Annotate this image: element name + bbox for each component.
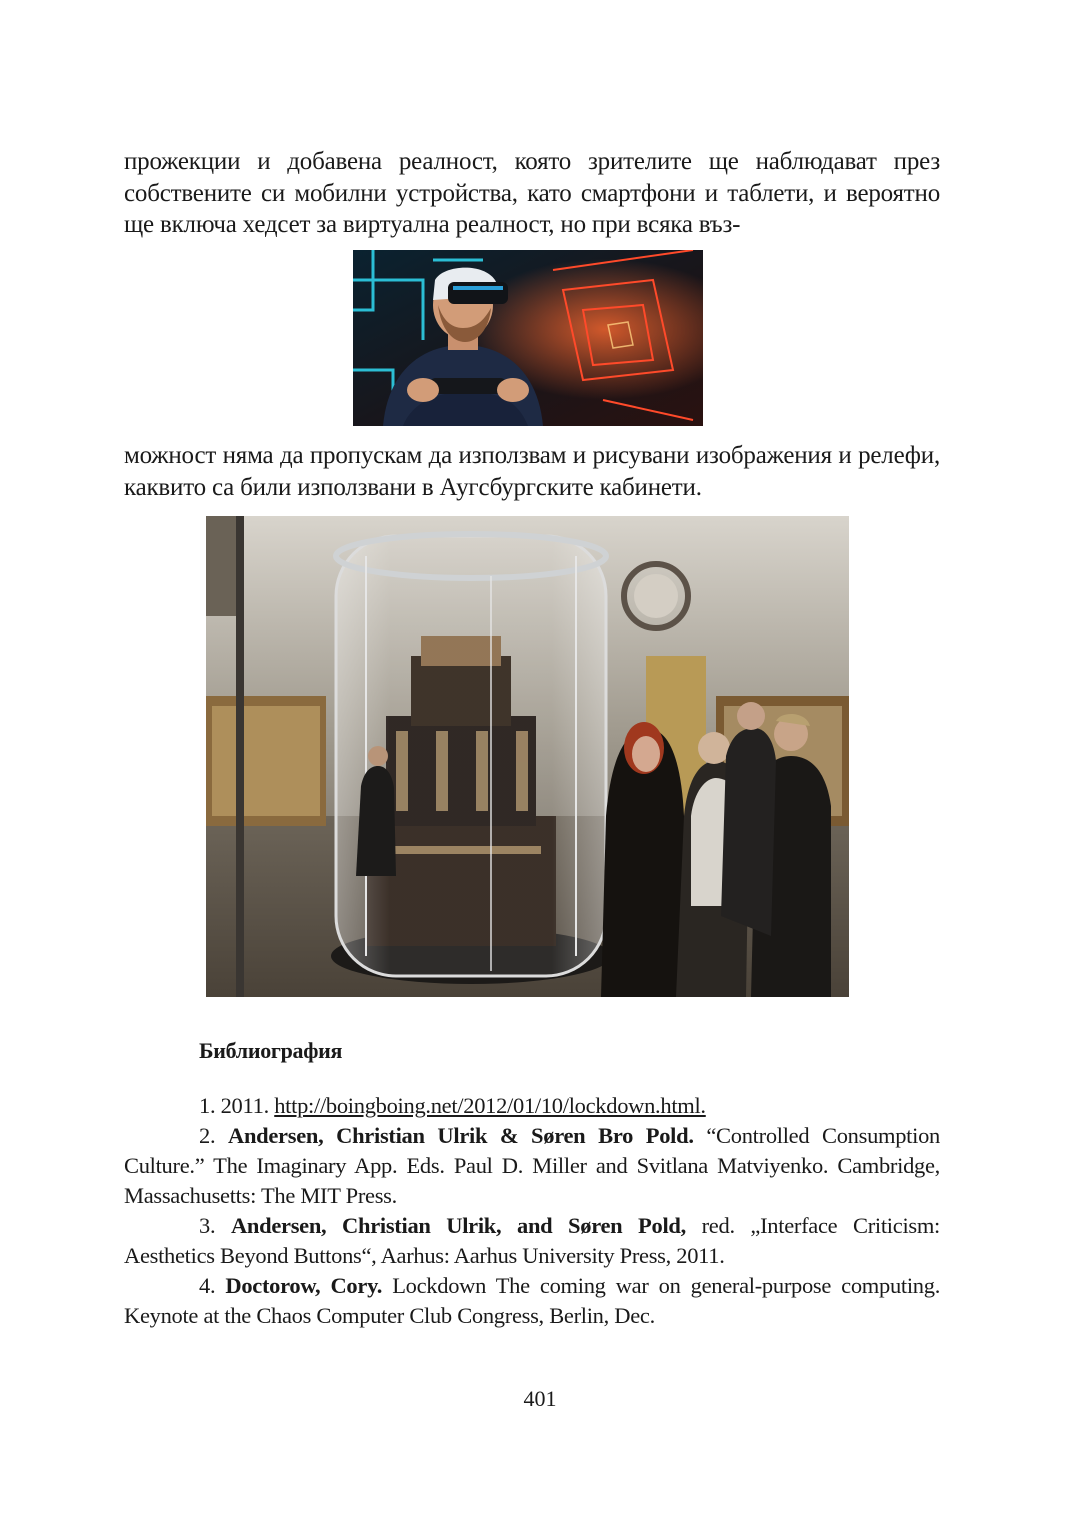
paragraph-text: можност няма да пропускам да използвам и рисувани изображения и релефи, каквито са били използвани в Аугсбургските кабинети. [124, 442, 940, 501]
museum-display-photo [206, 516, 849, 997]
entry-details: “Controlled Consumption Culture.” The Imaginary App. Eds. Paul D. Miller and Svitlana Matviyenko. Cambridge, Massachusetts: The MIT Press. [124, 1123, 940, 1208]
entry-details: red. „Interface Criticism: Aesthetics Beyond Buttons“, Aarhus: Aarhus University Press, 2011. [124, 1213, 940, 1268]
entry-author: Andersen, Christian Ulrik & Søren Bro Pold. [228, 1123, 694, 1148]
entry-details: Lockdown The coming war on general-purpose computing. Keynote at the Chaos Computer Club Congress, Berlin, Dec. [124, 1273, 941, 1328]
bibliography-list [124, 1091, 940, 1331]
paragraph-text: прожекции и добавена реалност, която зрителите ще наблюдават през собствените си мобилни устройства, като смартфони и таблети, и вероятно ще включа хедсет за виртуална реалност, но при всяка въз- [124, 148, 940, 238]
page-number: 401 [523, 1386, 557, 1411]
bibliography-entry-3 [124, 1211, 940, 1271]
entry-author: Doctorow, Cory. [225, 1273, 383, 1298]
bibliography-heading: Библиография [199, 1038, 343, 1063]
bibliography-entry-1 [124, 1091, 940, 1121]
bibliography-link[interactable]: http://boingboing.net/2012/01/10/lockdown.html. [274, 1093, 706, 1118]
entry-author: Andersen, Christian Ulrik, and Søren Pold, [230, 1213, 686, 1238]
vr-headset-photo [353, 250, 703, 426]
bibliography-entry-2 [124, 1121, 940, 1211]
body-paragraph-2 [124, 440, 940, 503]
entry-number: 1. [199, 1093, 216, 1118]
vr-headset-illustration [353, 250, 703, 426]
body-paragraph-1 [124, 146, 940, 241]
bibliography-entry-4 [124, 1271, 940, 1331]
entry-number: 3. [199, 1213, 216, 1238]
entry-number: 2. [199, 1123, 216, 1148]
museum-cabinet-illustration [206, 516, 849, 997]
entry-number: 4. [199, 1273, 216, 1298]
entry-lead: 2011. [220, 1093, 269, 1118]
